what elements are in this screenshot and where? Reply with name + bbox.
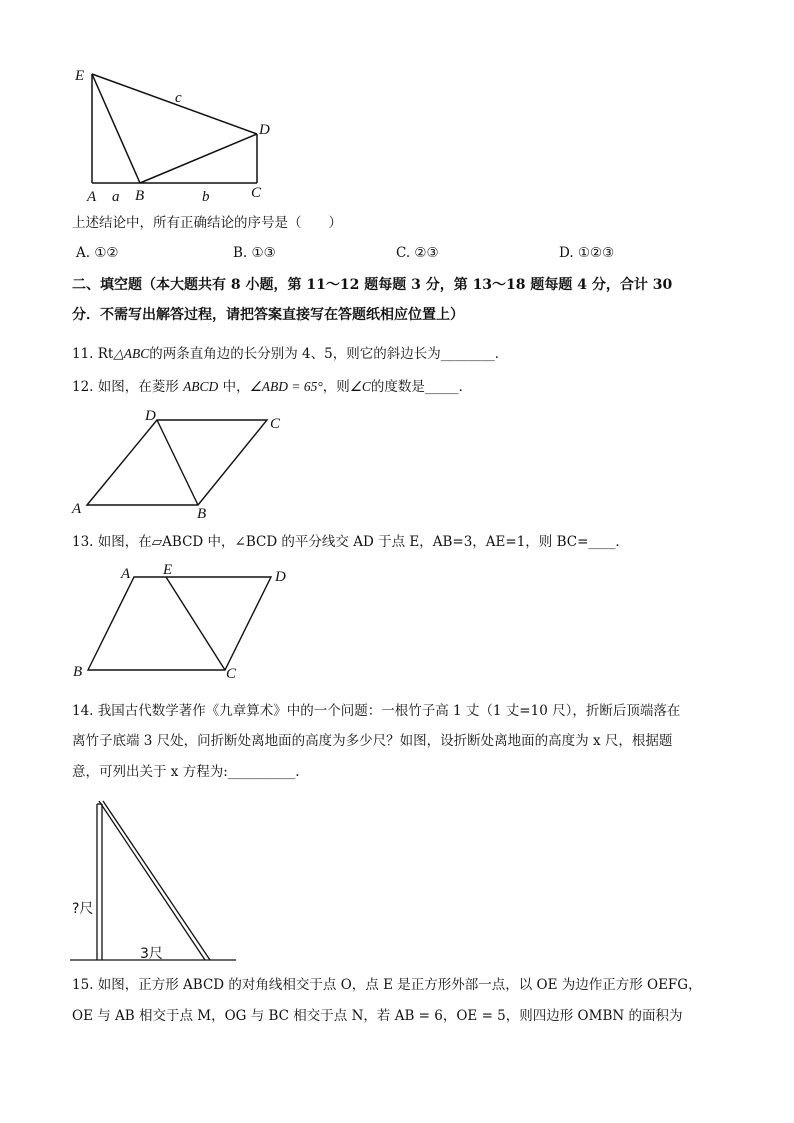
fig1-label-A: A — [87, 189, 97, 205]
fig12-label-D: D — [145, 408, 156, 424]
fig13-label-E: E — [163, 562, 173, 578]
question-14-line3: 意，可列出关于 x 方程为:__________. — [72, 764, 300, 780]
q12-mid2: ，则 — [322, 379, 350, 395]
fig1-label-a: a — [112, 189, 120, 205]
fig14-base-label: 3尺 — [140, 946, 163, 962]
section-heading-line2: 分．不需写出解答过程，请把答案直接写在答题纸相应位置上） — [72, 307, 464, 323]
fig13-label-D: D — [275, 569, 286, 585]
question-15-line2: OE 与 AB 相交于点 M，OG 与 BC 相交于点 N，若 AB = 6，OE = 5，则四边形 OMBN 的面积为 — [72, 1008, 683, 1024]
fig14-height-label: ?尺 — [72, 901, 94, 917]
q12-angle-abd: ∠ABD = 65° — [249, 379, 323, 394]
q11-triangle: △ABC — [113, 346, 150, 361]
q12-text: 的度数是_____． — [370, 379, 473, 395]
option-b: B. ①③ — [233, 245, 276, 261]
q11-prefix: 11. Rt — [72, 346, 114, 362]
fig12-label-A: A — [72, 501, 82, 517]
question-14-line2: 离竹子底端 3 尺处，问折断处离地面的高度为多少尺？如图，设折断处离地面的高度为 x 尺，根据题 — [72, 733, 673, 749]
option-a: A. ①② — [76, 245, 119, 261]
fig1-label-C: C — [251, 185, 262, 201]
question-11 — [72, 344, 508, 364]
fig13-label-C: C — [226, 666, 237, 682]
figure-parallelogram — [66, 558, 306, 684]
question-13: 13. 如图，在▱ABCD 中，∠BCD 的平分线交 AD 于点 E，AB=3，AE=1，则 BC=____． — [72, 534, 629, 550]
q12-prefix: 12. 如图，在菱形 — [72, 379, 179, 395]
fig1-label-D: D — [259, 122, 270, 138]
figure-bamboo — [66, 795, 256, 965]
fig13-label-B: B — [73, 664, 83, 680]
q12-rhombus: ABCD — [183, 379, 219, 394]
question-prompt: 上述结论中，所有正确结论的序号是（ ） — [72, 215, 342, 231]
fig12-label-C: C — [270, 416, 281, 432]
question-12 — [72, 377, 472, 397]
q11-text: 的两条直角边的长分别为 4、5，则它的斜边长为________． — [149, 346, 509, 362]
section-heading-line1: 二、填空题（本大题共有 8 小题，第 11～12 题每题 3 分，第 13～18 题每题 4 分，合计 30 — [72, 277, 673, 293]
fig12-label-B: B — [197, 506, 207, 522]
question-14-line1: 14. 我国古代数学著作《九章算术》中的一个问题：一根竹子高 1 丈（1 丈=10 尺），折断后顶端落在 — [72, 703, 681, 719]
option-d: D. ①②③ — [559, 245, 615, 261]
option-c: C. ②③ — [396, 245, 439, 261]
q12-angle-c: ∠C — [349, 379, 371, 394]
fig1-label-E: E — [75, 68, 85, 84]
figure-right-trapezoid — [60, 60, 290, 210]
q12-mid: 中， — [222, 379, 250, 395]
fig13-label-A: A — [121, 566, 131, 582]
figure-rhombus — [66, 404, 296, 524]
question-15-line1: 15. 如图，正方形 ABCD 的对角线相交于点 O，点 E 是正方形外部一点，以 OE 为边作正方形 OEFG， — [72, 977, 702, 993]
fig1-label-c: c — [175, 90, 182, 106]
fig1-label-b: b — [202, 189, 210, 205]
fig1-label-B: B — [135, 188, 145, 204]
